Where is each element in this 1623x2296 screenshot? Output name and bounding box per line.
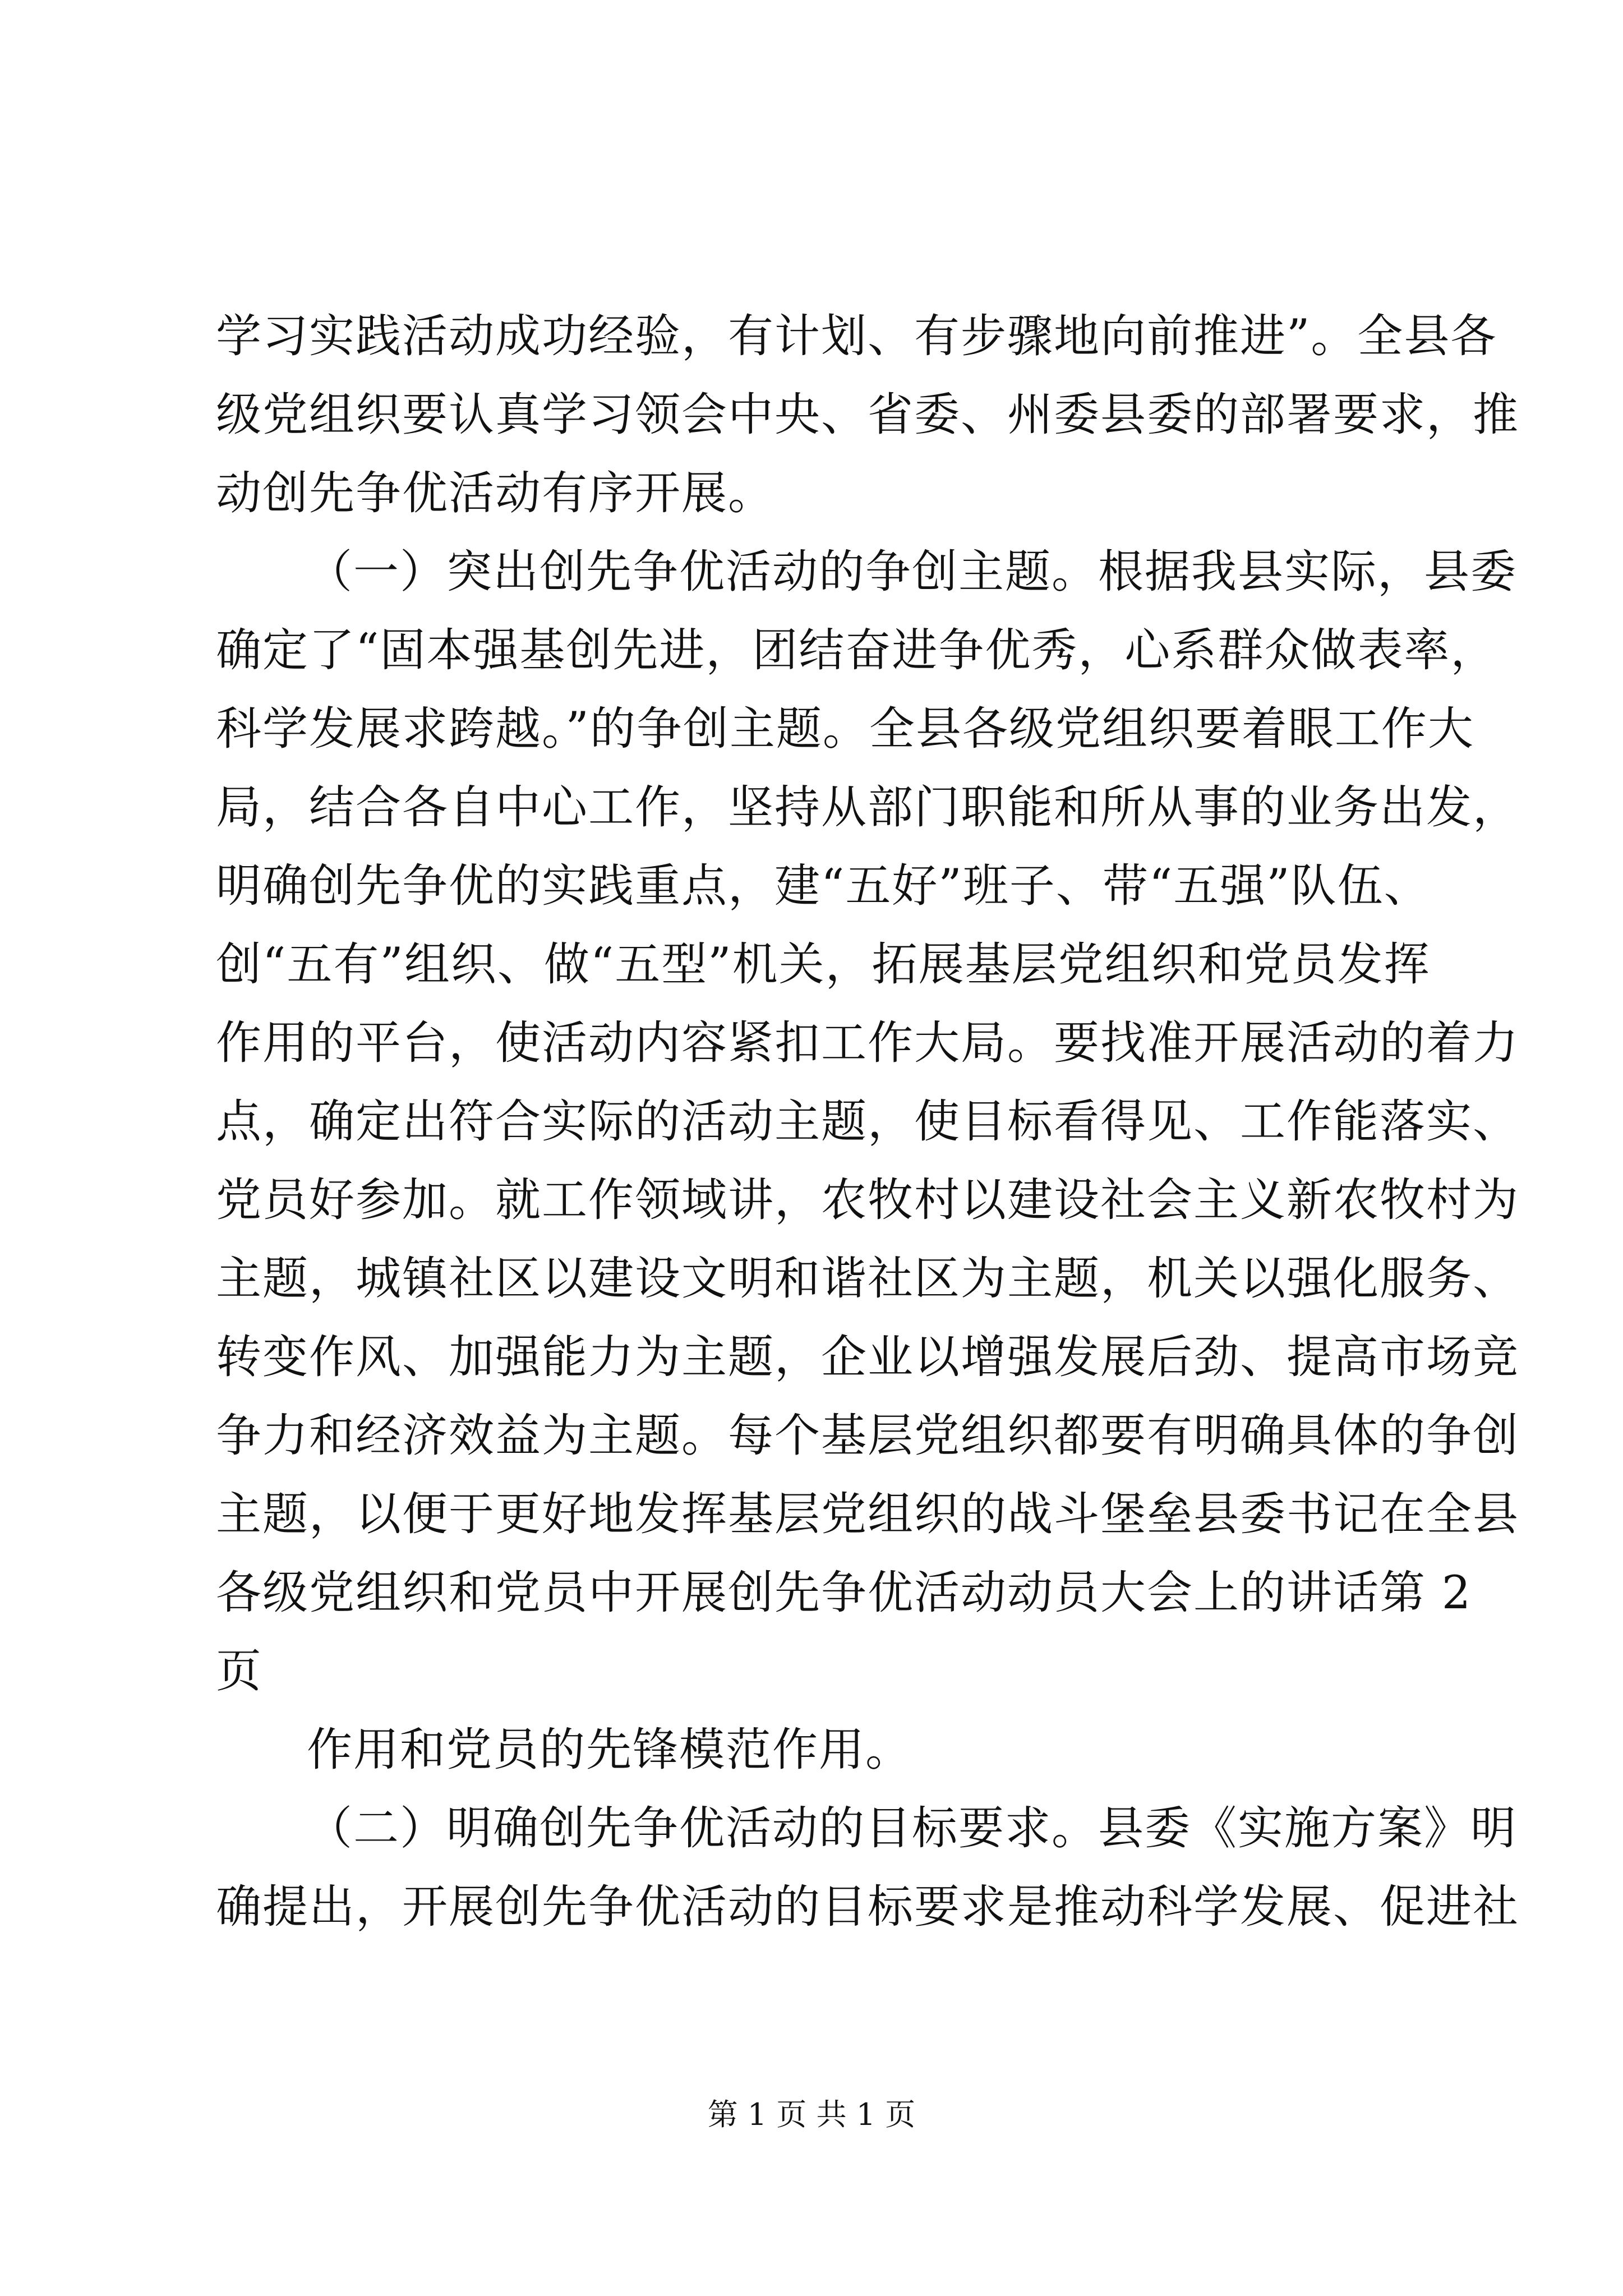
text-line: 确提出，开展创先争优活动的目标要求是推动科学发展、促进社 <box>216 1881 1520 1934</box>
text-line: 明确创先争优的实践重点，建“五好”班子、带“五强”队伍、 <box>216 860 1431 913</box>
text-line: 科学发展求跨越。”的争创主题。全县各级党组织要着眼工作大 <box>216 703 1474 756</box>
page-number-label: 第 1 页 共 1 页 <box>707 2097 916 2132</box>
text-line: 主题，城镇社区以建设文明和谐社区为主题，机关以强化服务、 <box>216 1253 1520 1305</box>
text-line: 党员好参加。就工作领域讲，农牧村以建设社会主义新农牧村为 <box>216 1174 1520 1227</box>
text-line: 争力和经济效益为主题。每个基层党组织都要有明确具体的争创 <box>216 1410 1520 1462</box>
text-line: 动创先争优活动有序开展。 <box>216 467 775 520</box>
text-line: 各级党组织和党员中开展创先争优活动动员大会上的讲话第 2 <box>216 1567 1472 1619</box>
paragraph-start-line: （二）明确创先争优活动的目标要求。县委《实施方案》明 <box>307 1802 1518 1855</box>
text-line: 创“五有”组织、做“五型”机关，拓展基层党组织和党员发挥 <box>216 938 1431 991</box>
text-line: 点，确定出符合实际的活动主题，使目标看得见、工作能落实、 <box>216 1096 1520 1148</box>
text-line: 局，结合各自中心工作，坚持从部门职能和所从事的业务出发， <box>216 781 1520 834</box>
text-line: 主题，以便于更好地发挥基层党组织的战斗堡垒县委书记在全县 <box>216 1488 1520 1541</box>
text-line: 级党组织要认真学习领会中央、省委、州委县委的部署要求，推 <box>216 389 1520 441</box>
page-footer <box>0 2095 1623 2134</box>
body-text <box>216 297 1520 1947</box>
text-line: 确定了“固本强基创先进，团结奋进争优秀，心系群众做表率， <box>216 624 1497 677</box>
text-line: 转变作风、加强能力为主题，企业以增强发展后劲、提高市场竞 <box>216 1331 1520 1384</box>
text-line: 作用的平台，使活动内容紧扣工作大局。要找准开展活动的着力 <box>216 1017 1520 1070</box>
text-line: 学习实践活动成功经验，有计划、有步骤地向前推进”。全县各 <box>216 310 1497 363</box>
paragraph-start-line: （一）突出创先争优活动的争创主题。根据我县实际，县委 <box>307 546 1518 599</box>
paragraph-start-line: 作用和党员的先锋模范作用。 <box>307 1724 912 1777</box>
text-line: 页 <box>216 1645 263 1698</box>
